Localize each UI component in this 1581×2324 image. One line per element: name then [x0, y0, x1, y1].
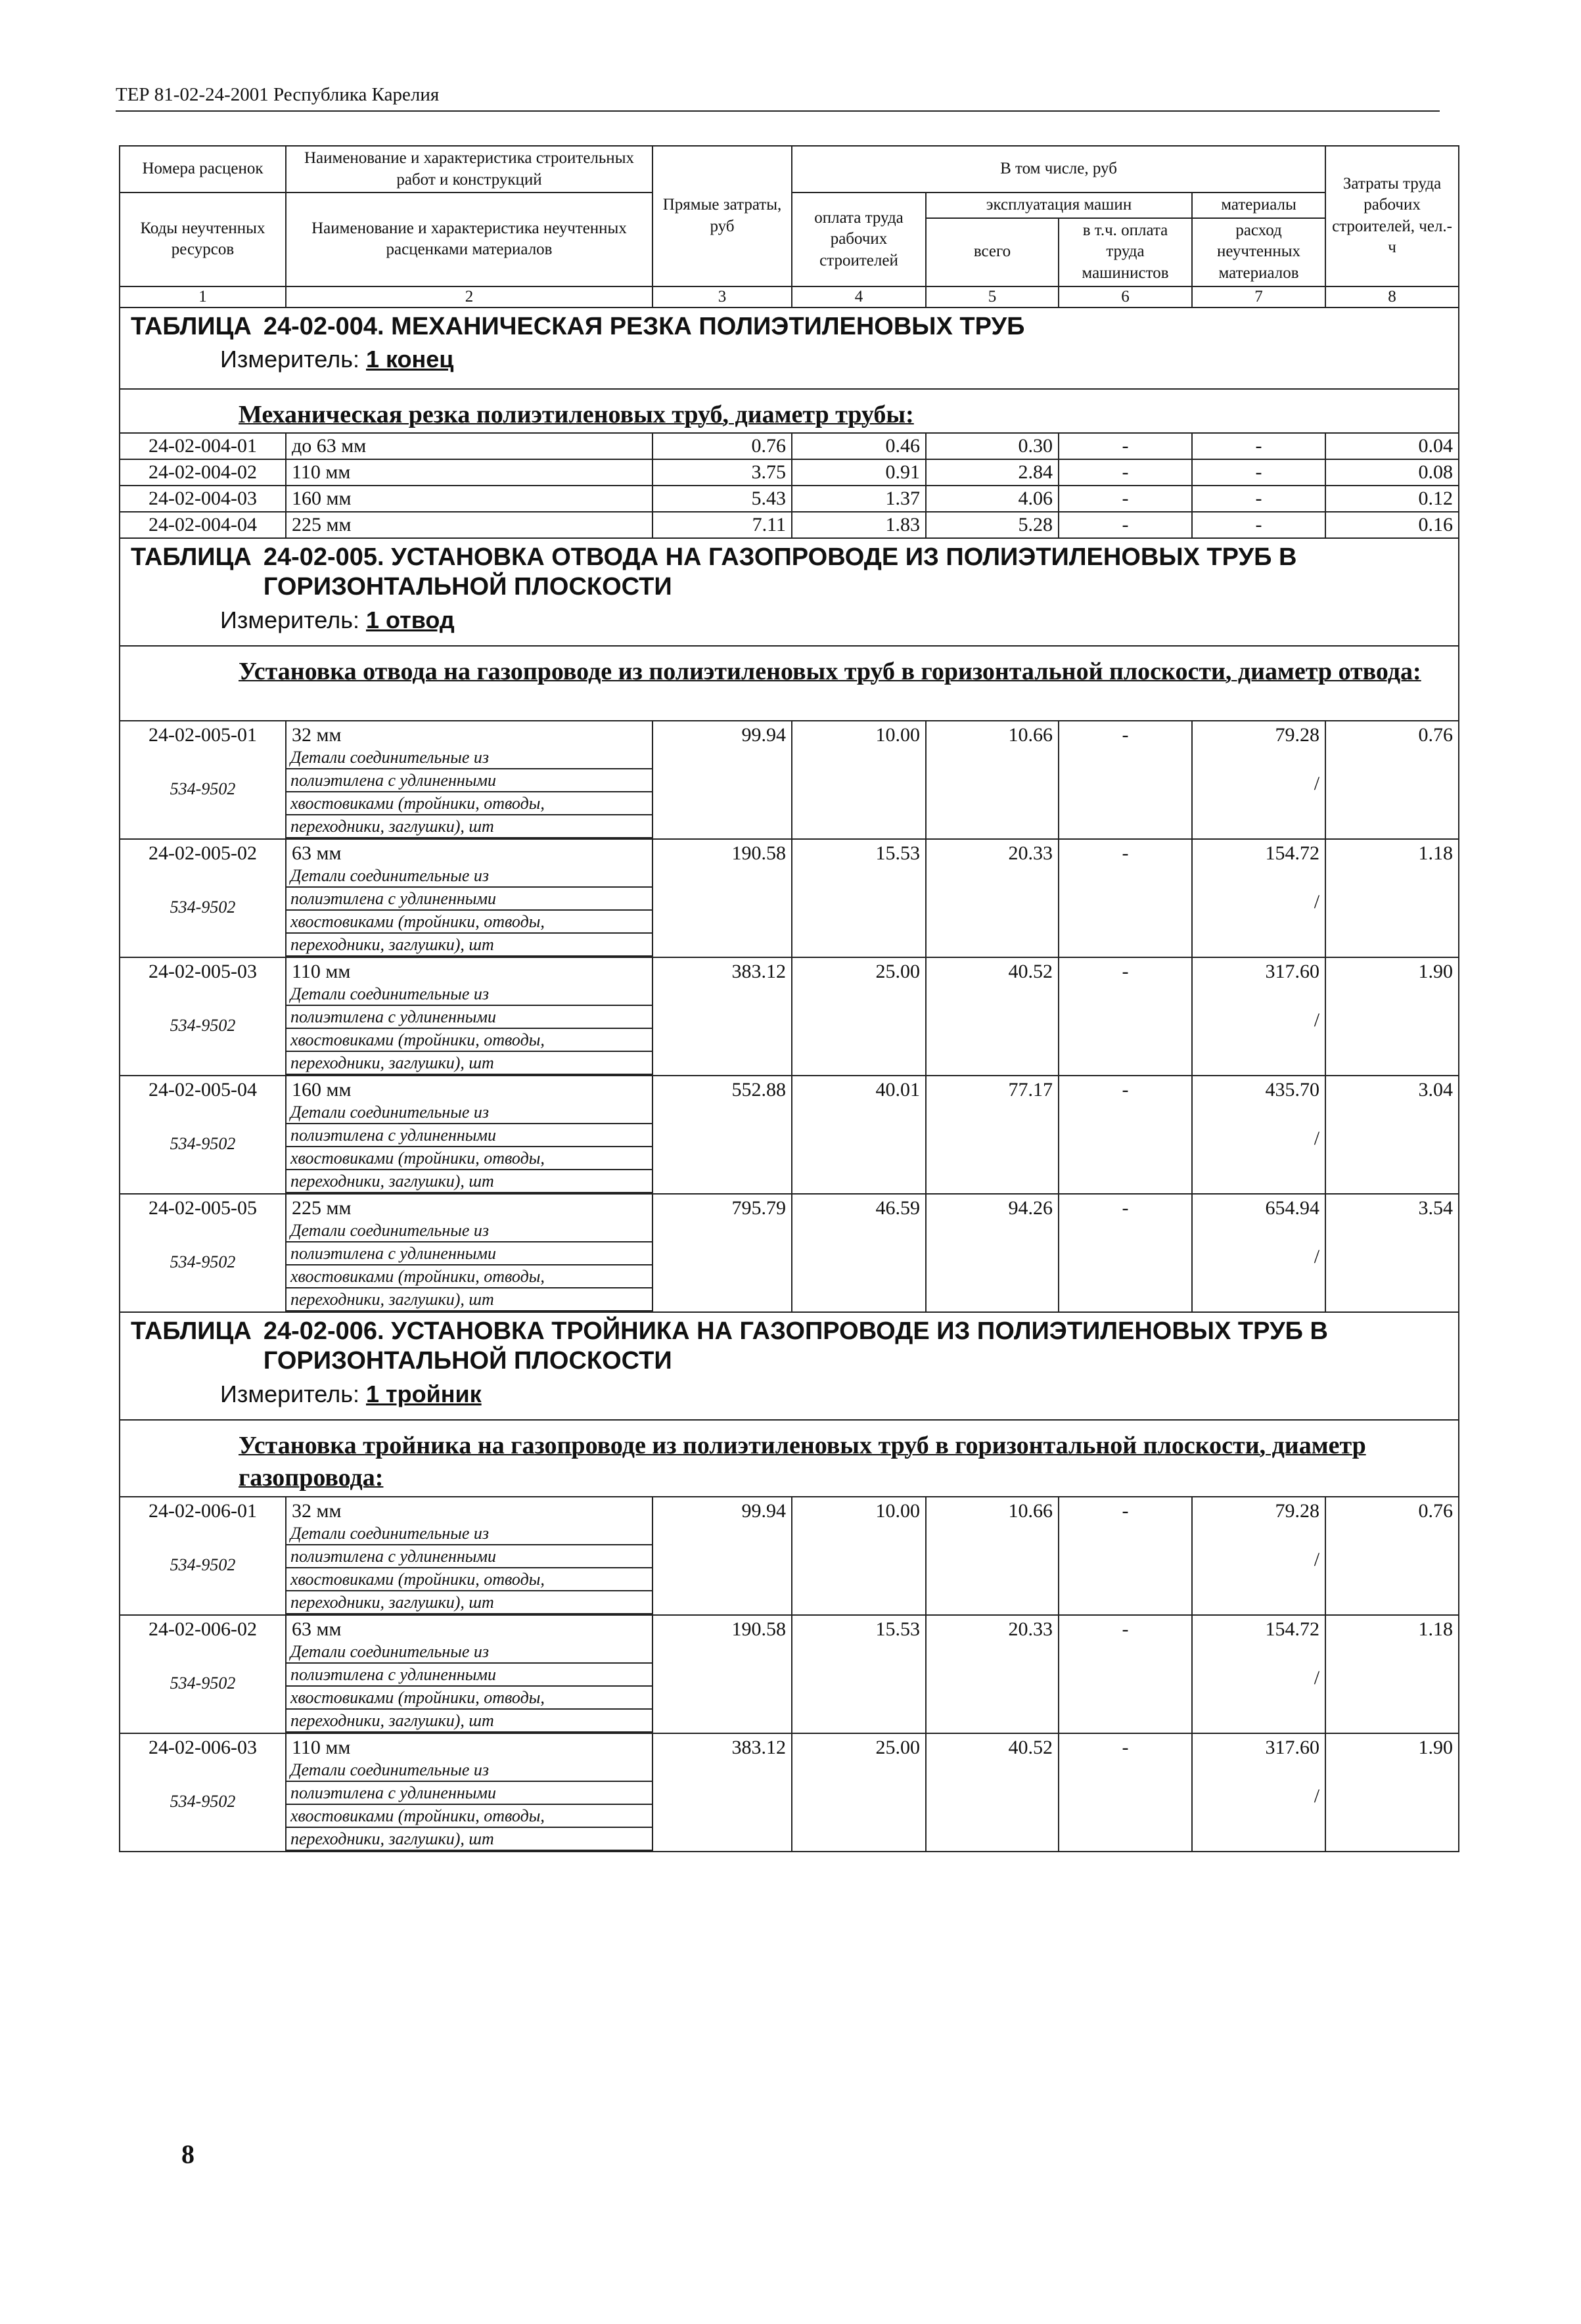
table-row: 24-02-004-01 до 63 мм 0.76 0.46 0.30 - - 0.04	[120, 433, 1459, 459]
col-number: 1	[120, 286, 286, 308]
table-row: 24-02-004-04 225 мм 7.11 1.83 5.28 - - 0.16	[120, 512, 1459, 538]
hdr-machine-operation: эксплуатация машин	[926, 193, 1192, 218]
rates-table	[119, 145, 1459, 1852]
table-meter: Измеритель: 1 конец	[220, 346, 454, 373]
col-number: 6	[1059, 286, 1192, 308]
table-block	[120, 1312, 1459, 1420]
material-code: 534-9502	[170, 1133, 236, 1153]
hdr-machinist-pay: в т.ч. оплата труда машинистов	[1059, 218, 1192, 286]
table-row: 24-02-005-04 534-9502 160 мм Детали соединительные из полиэтилена с удлиненными хвостовиками (тройники, отводы, переходники, заглушки), шт 552.88 40.01 77.17 - 435.70 / 3.04	[120, 1076, 1459, 1194]
table-row: 24-02-004-03 160 мм 5.43 1.37 4.06 - - 0.12	[120, 486, 1459, 512]
table-row: 24-02-006-01 534-9502 32 мм Детали соединительные из полиэтилена с удлиненными хвостовиками (тройники, отводы, переходники, заглушки), шт 99.94 10.00 10.66 - 79.28 / 0.76	[120, 1497, 1459, 1615]
table-meter: Измеритель: 1 тройник	[220, 1380, 482, 1408]
material-description: Детали соединительные из полиэтилена с удлиненными хвостовиками (тройники, отводы, переходники, заглушки), шт	[286, 865, 652, 957]
col-number: 2	[286, 286, 653, 308]
hdr-material-name: Наименование и характеристика неучтенных расценками материалов	[286, 193, 653, 286]
column-numbers-row	[120, 286, 1459, 308]
hdr-resource-codes: Коды неучтенных ресурсов	[120, 193, 286, 286]
col-number: 7	[1192, 286, 1325, 308]
table-row: 24-02-004-02 110 мм 3.75 0.91 2.84 - - 0.08	[120, 459, 1459, 486]
running-header: ТЕР 81-02-24-2001 Республика Карелия	[116, 84, 440, 105]
material-description: Детали соединительные из полиэтилена с удлиненными хвостовиками (тройники, отводы, переходники, заглушки), шт	[286, 1219, 652, 1311]
hdr-including: В том числе, руб	[792, 146, 1325, 193]
table-row: 24-02-006-03 534-9502 110 мм Детали соединительные из полиэтилена с удлиненными хвостовиками (тройники, отводы, переходники, заглушки), шт 383.12 25.00 40.52 - 317.60 / 1.90	[120, 1733, 1459, 1852]
material-code: 534-9502	[170, 779, 236, 798]
hdr-direct-costs: Прямые затраты, руб	[653, 146, 792, 286]
table-row: 24-02-005-02 534-9502 63 мм Детали соединительные из полиэтилена с удлиненными хвостовиками (тройники, отводы, переходники, заглушки), шт 190.58 15.53 20.33 - 154.72 / 1.18	[120, 839, 1459, 957]
table-title: ТАБЛИЦА 24-02-004. МЕХАНИЧЕСКАЯ РЕЗКА ПОЛИЭТИЛЕНОВЫХ ТРУБ	[131, 312, 1025, 340]
section-row	[120, 389, 1459, 433]
material-code: 534-9502	[170, 1791, 236, 1811]
material-code: 534-9502	[170, 1015, 236, 1035]
page-number: 8	[181, 2139, 195, 2169]
material-description: Детали соединительные из полиэтилена с удлиненными хвостовиками (тройники, отводы, переходники, заглушки), шт	[286, 1641, 652, 1733]
section-title: Установка тройника на газопроводе из полиэтиленовых труб в горизонтальной плоскости, диаметр газопровода:	[239, 1431, 1366, 1492]
table-row: 24-02-006-02 534-9502 63 мм Детали соединительные из полиэтилена с удлиненными хвостовиками (тройники, отводы, переходники, заглушки), шт 190.58 15.53 20.33 - 154.72 / 1.18	[120, 1615, 1459, 1733]
hdr-machine-total: всего	[926, 218, 1059, 286]
material-description: Детали соединительные из полиэтилена с удлиненными хвостовиками (тройники, отводы, переходники, заглушки), шт	[286, 983, 652, 1075]
table-title: ТАБЛИЦА 24-02-005. УСТАНОВКА ОТВОДА НА ГАЗОПРОВОДЕ ИЗ ПОЛИЭТИЛЕНОВЫХ ТРУБ В ГОРИЗОНТАЛЬНОЙ ПЛОСКОСТИ	[131, 543, 1297, 601]
table-meter: Измеритель: 1 отвод	[220, 606, 455, 634]
col-number: 3	[653, 286, 792, 308]
table-row: 24-02-005-01 534-9502 32 мм Детали соединительные из полиэтилена с удлиненными хвостовиками (тройники, отводы, переходники, заглушки), шт 99.94 10.00 10.66 - 79.28 / 0.76	[120, 721, 1459, 839]
hdr-labor-costs: Затраты труда рабочих строителей, чел.-ч	[1325, 146, 1459, 286]
hdr-work-name: Наименование и характеристика строительных работ и конструкций	[286, 146, 653, 193]
col-number: 8	[1325, 286, 1459, 308]
col-number: 5	[926, 286, 1059, 308]
material-code: 534-9502	[170, 1673, 236, 1693]
section-row	[120, 646, 1459, 721]
section-title: Установка отвода на газопроводе из полиэтиленовых труб в горизонтальной плоскости, диаметр отвода:	[239, 657, 1421, 685]
material-code: 534-9502	[170, 897, 236, 917]
material-code: 534-9502	[170, 1555, 236, 1574]
material-description: Детали соединительные из полиэтилена с удлиненными хвостовиками (тройники, отводы, переходники, заглушки), шт	[286, 1522, 652, 1614]
material-code: 534-9502	[170, 1252, 236, 1271]
section-row	[120, 1420, 1459, 1497]
table-row: 24-02-005-05 534-9502 225 мм Детали соединительные из полиэтилена с удлиненными хвостовиками (тройники, отводы, переходники, заглушки), шт 795.79 46.59 94.26 - 654.94 / 3.54	[120, 1194, 1459, 1312]
header-rule	[116, 110, 1440, 112]
table-title: ТАБЛИЦА 24-02-006. УСТАНОВКА ТРОЙНИКА НА ГАЗОПРОВОДЕ ИЗ ПОЛИЭТИЛЕНОВЫХ ТРУБ В ГОРИЗОНТАЛЬНОЙ ПЛОСКОСТИ	[131, 1317, 1328, 1375]
hdr-worker-pay: оплата труда рабочих строителей	[792, 193, 926, 286]
hdr-rate-numbers: Номера расценок	[120, 146, 286, 193]
material-description: Детали соединительные из полиэтилена с удлиненными хвостовиками (тройники, отводы, переходники, заглушки), шт	[286, 1759, 652, 1851]
hdr-material-consumption: расход неучтенных материалов	[1192, 218, 1325, 286]
col-number: 4	[792, 286, 926, 308]
table-row: 24-02-005-03 534-9502 110 мм Детали соединительные из полиэтилена с удлиненными хвостовиками (тройники, отводы, переходники, заглушки), шт 383.12 25.00 40.52 - 317.60 / 1.90	[120, 957, 1459, 1076]
hdr-materials: материалы	[1192, 193, 1325, 218]
section-title: Механическая резка полиэтиленовых труб, диаметр трубы:	[239, 400, 914, 428]
material-description: Детали соединительные из полиэтилена с удлиненными хвостовиками (тройники, отводы, переходники, заглушки), шт	[286, 1101, 652, 1193]
table-block	[120, 538, 1459, 646]
material-description: Детали соединительные из полиэтилена с удлиненными хвостовиками (тройники, отводы, переходники, заглушки), шт	[286, 746, 652, 838]
table-block	[120, 308, 1459, 389]
